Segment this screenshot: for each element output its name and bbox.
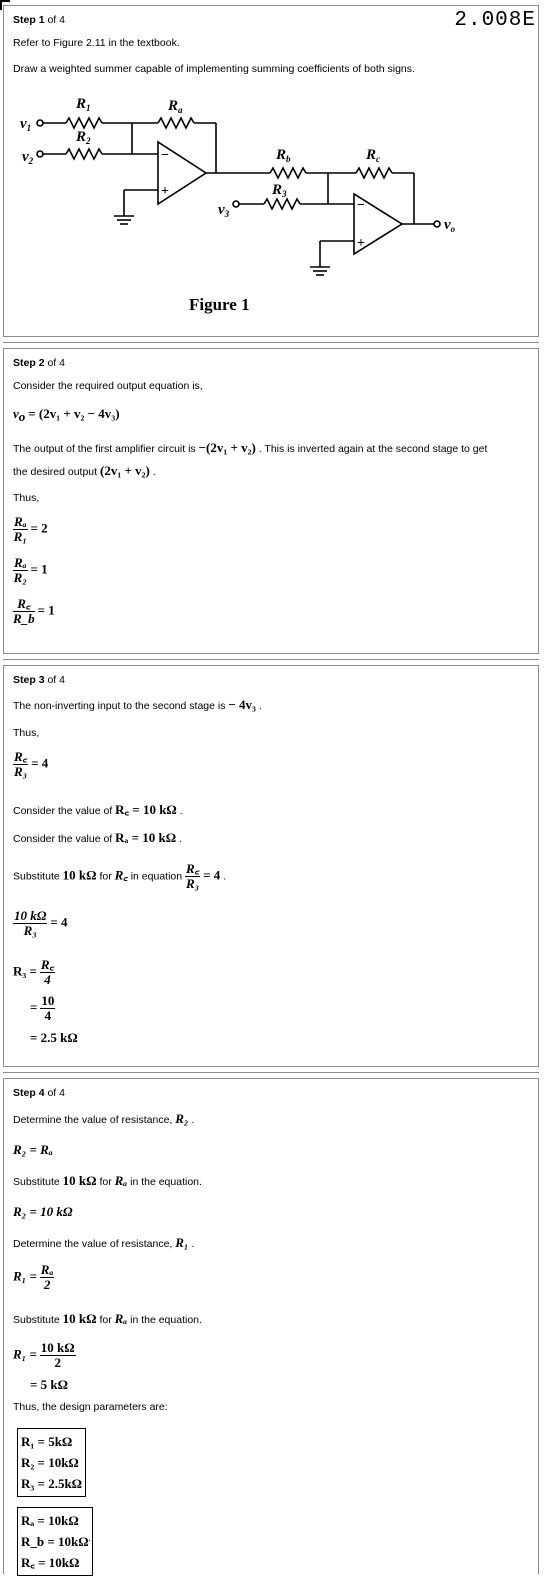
eq-var: v — [13, 406, 19, 421]
text: . This is inverted again at the second stage to get — [258, 443, 488, 455]
result-r1: R₁ = 5kΩ — [21, 1434, 73, 1449]
problem-id: 2.008E — [454, 9, 536, 32]
vo-terminal — [434, 221, 440, 227]
den: R₂ — [13, 570, 27, 585]
expr: −(2v₁ + v₂) — [198, 440, 256, 455]
den: R₃ — [23, 923, 37, 938]
rhs: = 1 — [30, 561, 48, 577]
eq-r1-result: = 5 kΩ — [30, 1377, 69, 1392]
step-2-text-1: Consider the required output equation is, — [13, 380, 203, 392]
num: R꜀ — [14, 749, 28, 764]
v3-terminal — [233, 201, 239, 207]
step-1-title — [13, 14, 65, 26]
ratio-rc-r3 — [13, 750, 48, 779]
r3-derivation-1 — [13, 958, 55, 987]
num: 10 kΩ — [40, 1340, 75, 1355]
vo-label: $v_o$ — [444, 217, 456, 234]
rb-resistor — [270, 168, 306, 178]
v1-label: $v_1$ — [20, 116, 32, 133]
num: Rₐ — [14, 514, 27, 529]
num: R꜀ — [40, 957, 55, 972]
den: 4 — [44, 1008, 52, 1023]
opamp-2-plus: + — [357, 236, 365, 251]
step-number: 4 — [38, 1087, 45, 1099]
step-2-card — [3, 348, 539, 654]
ra-label: $R_a$ — [168, 98, 183, 115]
eq-r1-substituted — [13, 1341, 76, 1370]
eq-r2-ra: R₂ = Rₐ — [13, 1142, 53, 1157]
output-equation — [13, 406, 120, 425]
text: Determine the value of resistance, — [13, 1114, 173, 1126]
text: Determine the value of resistance, — [13, 1238, 173, 1250]
rc-resistor — [356, 168, 392, 178]
step-word: Step — [13, 674, 36, 686]
step-3-title — [13, 674, 65, 686]
thus-label: Thus, — [13, 727, 40, 739]
r1-resistor — [66, 118, 102, 128]
box-end-period: . — [88, 1532, 91, 1544]
separator — [3, 1072, 539, 1073]
r3-derivation-2 — [30, 994, 55, 1023]
lhs: R₁ = — [13, 1346, 37, 1362]
text: in the equation. — [130, 1314, 202, 1326]
eq-rhs: = (2v₁ + v₂ − 4v₃) — [28, 406, 120, 421]
ratio-ra-r2 — [13, 556, 48, 585]
separator — [3, 342, 539, 343]
step-total: of 4 — [47, 1087, 65, 1099]
text: for — [99, 870, 112, 883]
step-3-text-1 — [13, 697, 262, 713]
r2-label: $R_2$ — [76, 129, 91, 146]
step-total: of 4 — [47, 14, 65, 26]
den: 4 — [44, 972, 51, 987]
result-ra: Rₐ = 10kΩ — [21, 1513, 79, 1528]
r3-result: = 2.5 kΩ — [30, 1030, 78, 1045]
den: R₁ — [13, 529, 27, 544]
den: R_b — [13, 611, 35, 626]
v3-label: $v_3$ — [218, 202, 230, 219]
step-word: Step — [13, 14, 36, 26]
num: 10 kΩ — [14, 908, 47, 923]
den: R₃ — [13, 764, 28, 779]
step-number: 2 — [38, 357, 45, 369]
eq-r1-ratio — [13, 1263, 54, 1292]
rhs: = 4 — [50, 914, 68, 930]
ra-resistor — [158, 118, 194, 128]
den: 2 — [54, 1355, 61, 1370]
step-word: Step — [13, 1087, 36, 1099]
step-word: Step — [13, 357, 36, 369]
den: 2 — [43, 1277, 51, 1292]
substitute-line — [13, 862, 226, 891]
num: R꜀ — [13, 597, 35, 612]
ratio-rc-rb — [13, 597, 55, 626]
step-3-card — [3, 665, 539, 1067]
expr: Rₐ — [114, 1311, 128, 1326]
step-total: of 4 — [47, 674, 65, 686]
num: Rₐ — [14, 555, 27, 570]
num: R꜀ — [186, 861, 200, 876]
expr: R꜀ = 10 kΩ — [115, 802, 177, 817]
rc-label: $R_c$ — [366, 147, 381, 164]
step-4-title — [13, 1087, 65, 1099]
eq-sub: o — [18, 409, 26, 425]
substitute-ra-1 — [13, 1173, 202, 1189]
step-4-card — [3, 1078, 539, 1574]
step-1-card — [3, 5, 539, 337]
consider-ra — [13, 830, 182, 846]
step-1-line-2: Draw a weighted summer capable of implementing summing coefficients of both signs. — [13, 63, 415, 75]
lhs: R₃ = — [13, 963, 37, 979]
text: for — [99, 1314, 112, 1326]
text: the desired output — [13, 466, 98, 478]
rhs: = 2 — [30, 520, 48, 536]
v2-terminal — [37, 151, 43, 157]
text: . — [152, 466, 156, 478]
rb-label: $R_b$ — [276, 147, 291, 164]
v1-terminal — [37, 120, 43, 126]
text: . — [179, 833, 182, 845]
text: Consider the value of — [13, 805, 113, 817]
text: The non-inverting input to the second stage is — [13, 700, 226, 712]
text: . — [179, 805, 183, 817]
text: The output of the first amplifier circuit is — [13, 443, 196, 455]
expr: − 4v₃ — [228, 697, 256, 712]
opamp-1-minus: − — [161, 148, 169, 163]
expr: 10 kΩ — [62, 1173, 97, 1188]
consider-rc — [13, 800, 183, 818]
expr: Rₐ = 10 kΩ — [115, 830, 177, 845]
eq-r2-value: R₂ = 10 kΩ — [13, 1204, 73, 1219]
expr: R꜀ — [114, 867, 128, 883]
separator — [3, 659, 539, 660]
expr: 10 kΩ — [62, 1311, 97, 1326]
result-rc: R꜀ = 10kΩ — [21, 1555, 80, 1570]
den: R₃ — [186, 876, 200, 891]
lhs: = — [30, 999, 38, 1015]
rhs: = 4 — [31, 755, 49, 771]
expr: 10 kΩ — [62, 867, 97, 883]
determine-r2 — [13, 1111, 194, 1127]
substitute-ra-2 — [13, 1311, 202, 1327]
text: Substitute — [13, 870, 60, 883]
result-box-1 — [17, 1428, 86, 1497]
result-rb: R_b = 10kΩ — [21, 1534, 89, 1549]
step-2-text-2 — [13, 440, 487, 456]
ratio-ra-r1 — [13, 515, 48, 544]
text: . — [223, 870, 227, 883]
circuit-figure — [4, 86, 540, 316]
ground-1-icon — [114, 216, 134, 224]
rhs: = 1 — [37, 602, 55, 618]
text: Substitute — [13, 1314, 60, 1326]
text: in equation — [130, 870, 183, 883]
expr: R₂ — [175, 1111, 189, 1126]
expr: Rₐ — [114, 1173, 128, 1188]
r2-resistor — [66, 149, 102, 159]
ground-2-icon — [310, 267, 330, 275]
step-number: 3 — [38, 674, 45, 686]
r3-label: $R_3$ — [272, 182, 287, 199]
text: for — [99, 1176, 112, 1188]
expr: R₁ — [175, 1235, 189, 1250]
text: . — [191, 1114, 195, 1126]
text: Consider the value of — [13, 833, 113, 845]
num: Rₐ — [40, 1262, 54, 1277]
text: in the equation. — [130, 1176, 202, 1188]
num: 10 — [41, 993, 55, 1008]
rhs: = 4 — [203, 867, 221, 883]
result-r2: R₂ = 10kΩ — [21, 1455, 79, 1470]
v2-label: $v_2$ — [22, 149, 34, 166]
determine-r1 — [13, 1235, 194, 1251]
opamp-2-minus: − — [357, 198, 365, 213]
thus-label: Thus, — [13, 492, 40, 504]
conclusion-text: Thus, the design parameters are: — [13, 1401, 168, 1413]
step-1-line-1: Refer to Figure 2.11 in the textbook. — [13, 37, 180, 49]
text: . — [191, 1238, 195, 1250]
lhs: R₁ = — [13, 1268, 37, 1284]
step-total: of 4 — [47, 357, 65, 369]
r3-resistor — [264, 199, 300, 209]
r1-label: $R_1$ — [76, 96, 91, 113]
expr: (2v₁ + v₂) — [99, 463, 150, 478]
result-box-2 — [17, 1507, 93, 1576]
figure-caption: Figure 1 — [189, 295, 250, 314]
ratio-10k-r3 — [13, 909, 68, 938]
text: Substitute — [13, 1176, 60, 1188]
step-2-text-3 — [13, 463, 156, 479]
opamp-1-plus: + — [161, 184, 169, 199]
text: . — [258, 700, 262, 712]
step-number: 1 — [38, 14, 45, 26]
result-r3: R₃ = 2.5kΩ — [21, 1476, 83, 1491]
step-2-title — [13, 357, 65, 369]
